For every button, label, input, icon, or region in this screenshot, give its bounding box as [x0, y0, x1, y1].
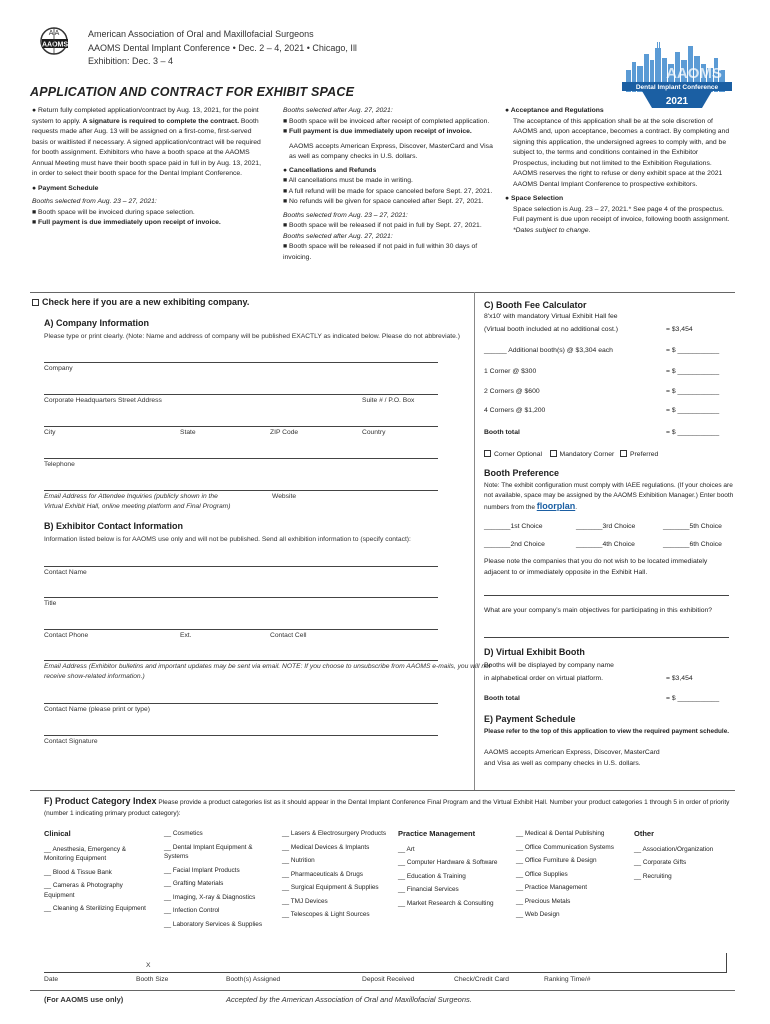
- contact-phone-label: Contact Phone: [44, 632, 89, 639]
- new-exhibitor-checkbox[interactable]: Check here if you are a new exhibiting company.: [32, 297, 249, 309]
- accepted-by: Accepted by the American Association of Oral and Maxillofacial Surgeons.: [226, 995, 472, 1004]
- signature-field[interactable]: [44, 735, 438, 736]
- booth-preference-title: Booth Preference: [484, 468, 560, 478]
- print-name-field[interactable]: [44, 703, 438, 704]
- zip-label: ZIP Code: [270, 429, 299, 436]
- category-practice: Practice Management __ Art __ Computer Hardware & Software __ Education & Training __ Financial Services __ Market Research & Consulting: [398, 829, 508, 912]
- office-date: Date: [44, 976, 59, 983]
- virtual-total-label: Booth total: [484, 695, 520, 702]
- suite-label: Suite # / P.O. Box: [362, 397, 415, 404]
- contact-email-label-2: receive show-related information.): [44, 673, 145, 680]
- website-label: Website: [272, 493, 297, 500]
- signature-x: X: [146, 962, 151, 969]
- exhibition-dates: Exhibition: Dec. 3 – 4: [88, 56, 174, 66]
- state-label: State: [180, 429, 196, 436]
- print-name-label: Contact Name (please print or type): [44, 706, 150, 713]
- fee-row-1-corner: 1 Corner @ $300: [484, 368, 537, 375]
- mandatory-corner-checkbox[interactable]: Mandatory Corner: [550, 451, 615, 458]
- category-item[interactable]: __ Infection Control: [164, 907, 220, 914]
- category-item[interactable]: __ Art: [398, 845, 415, 853]
- header-text: [88, 28, 357, 69]
- office-use-only: (For AAOMS use only): [44, 995, 124, 1004]
- preferred-checkbox[interactable]: Preferred: [620, 451, 658, 458]
- category-item[interactable]: __ Cameras & Photography Equipment: [44, 882, 123, 899]
- virtual-booth-line-2: in alphabetical order on virtual platform.: [484, 675, 604, 682]
- virtual-booth-line-1: Booths will be displayed by company name: [484, 662, 614, 669]
- fee-row-4-corners: 4 Corners @ $1,200: [484, 407, 546, 414]
- section-e-title: E) Payment Schedule: [484, 714, 576, 724]
- section-b-title: B) Exhibitor Contact Information: [44, 521, 183, 531]
- fee-standard-value: = $3,454: [666, 326, 693, 333]
- category-item[interactable]: __ Anesthesia, Emergency & Monitoring Equipment: [44, 845, 127, 862]
- city-label: City: [44, 429, 56, 436]
- office-ranking: Ranking Time/#: [544, 976, 591, 983]
- company-field[interactable]: [44, 362, 438, 363]
- category-item[interactable]: __ Dental Implant Equipment & Systems: [164, 843, 253, 860]
- category-item[interactable]: __ Recruiting: [634, 872, 672, 880]
- org-name: American Association of Oral and Maxillofacial Surgeons: [88, 29, 314, 39]
- email-label: Email Address for Attendee Inquiries (publicly shown in the: [44, 493, 218, 500]
- fee-row-2-corners: 2 Corners @ $600: [484, 388, 540, 395]
- svg-text:A A: A A: [48, 30, 60, 37]
- category-item[interactable]: __ Market Research & Consulting: [398, 899, 494, 907]
- conference-info: AAOMS Dental Implant Conference • Dec. 2 – 4, 2021 • Chicago, Ill: [88, 42, 357, 53]
- svg-text:2021: 2021: [665, 96, 689, 107]
- corner-options: [484, 450, 658, 460]
- floorplan-link[interactable]: floorplan: [536, 501, 576, 511]
- category-item[interactable]: __ Education & Training: [398, 872, 466, 880]
- category-item[interactable]: __ Nutrition: [282, 857, 315, 864]
- fee-row-standard-note: (Virtual booth included at no additional cost.): [484, 326, 619, 333]
- office-booth-size: Booth Size: [136, 976, 169, 983]
- category-item[interactable]: __ Practice Management: [516, 884, 588, 891]
- adjacent-field[interactable]: [484, 595, 729, 596]
- svg-text:AAOMS: AAOMS: [41, 41, 69, 49]
- first-choice[interactable]: _______1st Choice: [484, 523, 543, 530]
- fee-1-corner-value[interactable]: = $ ___________: [666, 368, 720, 375]
- payment-note: Please refer to the top of this application to view the required payment schedule.: [484, 728, 730, 735]
- city-field[interactable]: [44, 426, 438, 427]
- company-label: Company: [44, 365, 73, 372]
- virtual-total-value[interactable]: = $ ___________: [666, 695, 720, 702]
- office-check: Check/Credit Card: [454, 976, 510, 983]
- section-f-header: F) Product Category Index Please provide a product categories list as it should appear in the Dental Implant Conference Final Program and the Virtual Exhibit Hall. Number your product categories 1 through 5 in order of priority (number 1 indicating primary product category):: [44, 796, 730, 817]
- category-item[interactable]: __ Lasers & Electrosurgery Products: [282, 830, 387, 837]
- contact-cell-label: Contact Cell: [270, 632, 307, 639]
- virtual-booth-value: = $3,454: [666, 675, 693, 682]
- category-item[interactable]: __ Office Communication Systems: [516, 843, 614, 851]
- objectives-field[interactable]: [484, 637, 729, 638]
- booth-total-label: Booth total: [484, 429, 520, 436]
- category-item[interactable]: __ Grafting Materials: [164, 880, 224, 887]
- category-item[interactable]: __ Association/Organization: [634, 845, 714, 853]
- payment-accepts: AAOMS accepts American Express, Discover, MasterCard and Visa as well as company checks in U.S. dollars.: [484, 749, 660, 767]
- signature-label: Contact Signature: [44, 738, 98, 745]
- contact-name-label: Contact Name: [44, 569, 87, 576]
- category-item[interactable]: __ TMJ Devices: [282, 897, 328, 905]
- adjacent-note: Please note the companies that you do not wish to be located immediately adjacent to or immediately opposite in the Exhibit Hall.: [484, 558, 708, 576]
- corner-optional-checkbox[interactable]: Corner Optional: [484, 451, 542, 458]
- contact-email-label: Email Address (Exhibitor bulletins and important updates may be sent via email. NOTE: If you choose to unsubscribe from AAOMS e-mails, you will not: [44, 663, 491, 670]
- category-item[interactable]: __ Web Design: [516, 911, 560, 918]
- fourth-choice[interactable]: _______4th Choice: [576, 541, 635, 548]
- category-clinical-3: [282, 829, 392, 924]
- email-field[interactable]: [44, 490, 438, 491]
- category-item[interactable]: __ Laboratory Services & Supplies: [164, 920, 263, 928]
- fee-4-corners-value[interactable]: = $ ___________: [666, 407, 720, 414]
- fee-row-additional[interactable]: ______ Additional booth(s) @ $3,304 each: [484, 347, 613, 354]
- category-item[interactable]: __ Cosmetics: [164, 830, 203, 837]
- title-field[interactable]: [44, 597, 438, 598]
- category-clinical: Clinical __ Anesthesia, Emergency & Monitoring Equipment __ Blood & Tissue Bank __ Cameras & Photography Equipment __ Cleaning & Sterilizing Equipment: [44, 829, 154, 918]
- sixth-choice[interactable]: _______6th Choice: [663, 541, 722, 548]
- category-item[interactable]: __ Cleaning & Sterilizing Equipment: [44, 905, 146, 912]
- fee-2-corners-value[interactable]: = $ ___________: [666, 388, 720, 395]
- category-item[interactable]: __ Blood & Tissue Bank: [44, 868, 112, 876]
- office-use-line: [44, 972, 726, 973]
- page-title: APPLICATION AND CONTRACT FOR EXHIBIT SPACE: [30, 85, 355, 99]
- third-choice[interactable]: _______3rd Choice: [576, 523, 636, 530]
- email-label-2: Virtual Exhibit Hall, online meeting platform and Final Program): [44, 503, 231, 510]
- telephone-field[interactable]: [44, 458, 438, 459]
- category-item[interactable]: __ Telescopes & Light Sources: [282, 911, 370, 918]
- category-item[interactable]: __ Computer Hardware & Software: [398, 859, 498, 866]
- fifth-choice[interactable]: _______5th Choice: [663, 523, 722, 530]
- office-booth-assigned: Booth(s) Assigned: [226, 976, 281, 983]
- office-deposit: Deposit Received: [362, 976, 415, 983]
- svg-text:AAOMS: AAOMS: [666, 65, 722, 82]
- svg-text:Dental Implant Conference: Dental Implant Conference: [635, 84, 719, 91]
- country-label: Country: [362, 429, 386, 436]
- category-item[interactable]: __ Surgical Equipment & Supplies: [282, 884, 379, 891]
- ext-label: Ext.: [180, 632, 192, 639]
- contact-phone-field[interactable]: [44, 629, 438, 630]
- category-item[interactable]: __ Office Supplies: [516, 870, 568, 878]
- section-b-note: Information listed below is for AAOMS use only and will not be published. Send all exhibition information to (specify contact):: [44, 536, 411, 543]
- booth-total-value[interactable]: = $ ___________: [666, 429, 720, 436]
- fee-additional-value[interactable]: = $ ___________: [666, 347, 720, 354]
- title-label: Title: [44, 600, 57, 607]
- second-choice[interactable]: _______2nd Choice: [484, 541, 545, 548]
- category-item[interactable]: __ Office Furniture & Design: [516, 857, 597, 864]
- section-a-title: A) Company Information: [44, 318, 149, 328]
- contact-email-field[interactable]: [44, 660, 438, 661]
- street-label: Corporate Headquarters Street Address: [44, 397, 162, 404]
- category-other: Other __ Association/Organization __ Corporate Gifts __ Recruiting: [634, 829, 734, 885]
- contact-name-field[interactable]: [44, 566, 438, 567]
- category-item[interactable]: __ Pharmaceuticals & Drugs: [282, 870, 363, 878]
- instructions-column-1: ● Return fully completed application/contract by Aug. 13, 2021, for the point system to apply. A signature is required to complete the contract. Booth requests made after Aug. 13 will be assigned on a first-come, first-served basis or waitlisted if necessary. A signed application/contract will be required for booth assignment. Exhibitors who have a booth space at the AAOMS Annual Meeting must have their booth space paid in full in by Aug. 13, 2021, in order to select their booth space for the Dental Implant Conference. ● Payment Schedule Booths selected from Aug. 23 – 27, 2021: ■ Booth space will be invoiced during space selection. ■ Full payment is due immediately upon receipt of invoice.: [32, 107, 261, 226]
- chicago-skyline-badge: [622, 40, 732, 110]
- category-item[interactable]: __ Medical & Dental Publishing: [516, 830, 605, 837]
- category-item[interactable]: __ Financial Services: [398, 886, 459, 893]
- category-item[interactable]: __ Imaging, X-ray & Diagnostics: [164, 893, 256, 901]
- section-c-title: C) Booth Fee Calculator: [484, 300, 587, 310]
- fee-row-standard: 8'x10' with mandatory Virtual Exhibit Hall fee: [484, 313, 618, 320]
- telephone-label: Telephone: [44, 461, 75, 468]
- category-clinical-2: [164, 829, 274, 933]
- category-practice-2: [516, 829, 626, 924]
- section-d-title: D) Virtual Exhibit Booth: [484, 647, 585, 657]
- objectives-question: What are your company’s main objectives for participating in this exhibition?: [484, 607, 713, 614]
- section-a-note: Please type or print clearly. (Note: Name and address of company will be published EXACTLY as indicated below. Please do not abbreviate.): [44, 333, 460, 340]
- checkbox[interactable]: [32, 299, 39, 306]
- category-item[interactable]: __ Corporate Gifts: [634, 859, 687, 866]
- category-item[interactable]: __ Facial Implant Products: [164, 866, 240, 874]
- street-field[interactable]: [44, 394, 438, 395]
- instructions-column-2: Booths selected after Aug. 27, 2021: ■ Booth space will be invoiced after receipt of completed application. ■ Full payment is due immediately upon receipt of invoice. AAOMS accepts American Express, Discover, MasterCard and Visa as well as company checks in U.S. dollars. ● Cancellations and Refunds ■ All cancellations must be made in writing. ■ A full refund will be made for space canceled before Sept. 27, 2021. ■ No refunds will be given for space canceled after Sept. 27, 2021. Booths selected from Aug. 23 – 27, 2021: ■ Booth space will be released if not paid in full by Sept. 27, 2021. Booths selected after Aug. 27, 2021: ■ Booth space will be released if not paid in full within 30 days of invoicing.: [283, 107, 493, 261]
- booth-preference-note: Note: The exhibit configuration must comply with IAEE regulations. (If your choices are not available, space may be assigned by the AAOMS Exhibition Manager.) Enter booth numbers from the floorplan.: [484, 482, 734, 511]
- category-item[interactable]: __ Precious Metals: [516, 897, 571, 905]
- aaoms-logo: [40, 26, 84, 62]
- category-item[interactable]: __ Medical Devices & Implants: [282, 843, 370, 851]
- instructions-column-3: ● Acceptance and Regulations The acceptance of this application shall be at the sole discretion of AAOMS and, upon acceptance, becomes a contract. By completing and signing this application, the undersigned agrees to comply with, and be subject to, the terms and conditions contained in the Exhibitor Prospectus, including but not limited to the Exhibition Regulations. AAOMS reserves the right to refuse or deny exhibit space at the 2021 AAOMS Dental Implant Conference to prospective exhibitors. ● Space Selection Space selection is Aug. 23 – 27, 2021.* See page 4 of the prospectus. Full payment is due upon receipt of invoice, following booth assignment. *Dates subject to change.: [505, 107, 730, 234]
